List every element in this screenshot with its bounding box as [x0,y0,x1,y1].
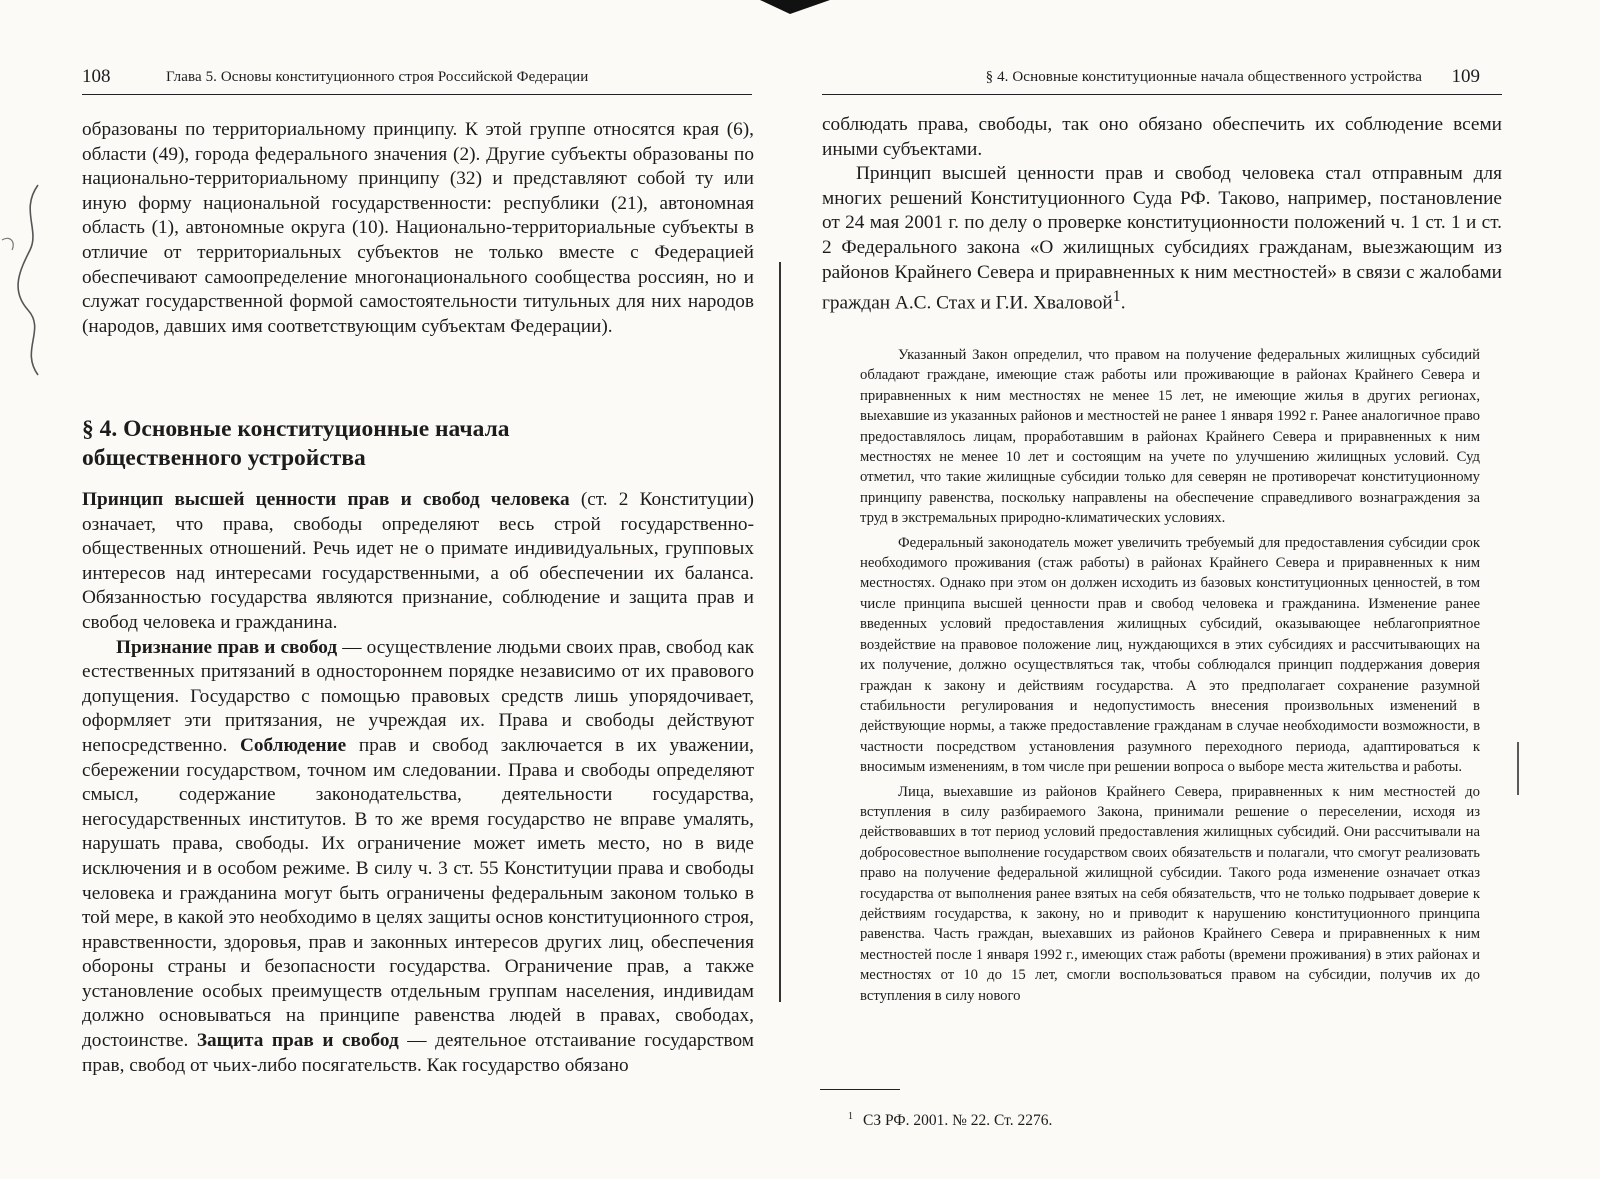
section-heading-line: § 4. Основные конституционные начала [82,416,510,442]
quoted-commentary [860,345,1480,1010]
paragraph-text: — деятельное отстаивание государством прав, свобод от чьих-либо посягательств. Как государство обязано [82,1030,755,1076]
page-number: 109 [1451,66,1480,87]
running-title: § 4. Основные конституционные начала общественного устройства [985,69,1422,85]
footnote-rule [820,1089,900,1090]
paragraph-text: Принцип высшей ценности прав и свобод человека стал отправным для многих решений Конституционного Суда РФ. Таково, например, постановление от 24 мая 2001 г. по делу о проверке конституционности положений ч. 1 ст. 1 и ст. 2 Федерального закона «О жилищных субсидиях гражданам, выезжающим из районов Крайнего Севера и приравненных к ним местностей» в связи с жалобами граждан А.С. Стах и Г.И. Хваловой [822,163,1502,314]
paragraph [82,636,754,1079]
body-text-bottom [82,488,754,1078]
small-paragraph: Лица, выехавшие из районов Крайнего Севера, приравненных к ним местностей до вступления в силу разбираемого Закона, принимали решение о переселении, исходя из действовавших в тот период условий предоставления жилищных субсидий. Они рассчитывали на добросовестное выполнение государством своих обязательств и полагали, что смогут реализовать право на получение федеральной жилищной субсидии. Такого рода изменение означает отказ государства от выполнения ранее взятых на себя обязательств, что не только подрывает доверие к действиям государства, к закону, но и приводит к нарушению конституционного принципа равенства. Часть граждан, выехавших из районов Крайнего Севера и приравненных к ним местностей после 1 января 1992 г., имеющих стаж работы (времени проживания) в этих районах и местностях от 10 до 15 лет, смогли воспользоваться правом на субсидии, получив их до вступления в силу нового [860,783,1480,1004]
bold-term: Соблюдение [239,734,347,756]
running-head-left [82,66,752,95]
section-heading-line: общественного устройства [82,445,366,471]
paragraph-text: прав и свобод заключается в их уважении, сбережении государством, точном им следовании. Права и свободы определяют смысл, содержание законодательства, деятельности государства, негосударственных институтов. В то же время государство не вправе умалять, нарушать права, свободы. Их ограничение может иметь место, но в виде исключения и в особом режиме. В силу ч. 3 ст. 55 Конституции права и свободы человека и гражданина могут быть ограничены федеральным законом только в той мере, в какой это необходимо в целях защиты основ конституционного строя, нравственности, здоровья, прав и законных интересов других лиц, обеспечения обороны страны и безопасности государства. Ограничение прав, а также установление особых преимуществ отдельным группам населения, индивидам должно основываться на принципе равенства людей в правах, свободах, достоинстве. [82,734,754,1052]
paragraph [822,162,1502,316]
paragraph [82,488,754,636]
right-page [800,0,1600,1179]
running-title: Глава 5. Основы конституционного строя Российской Федерации [166,69,589,85]
running-head-right [822,66,1502,95]
paragraph-text: (ст. 2 Конституции) означает, что права, свободы определяют весь строй государственно-общественных отношений. Речь идет не о примате индивидуальных, групповых интересов над интересами государственными, а об обеспечении их баланса. Обязанностью государства являются признание, соблюдение и защита прав и свобод человека и гражданина. [82,489,754,633]
bold-term: Принцип высшей ценности прав и свобод человека [82,489,570,510]
section-heading [82,415,682,473]
footnote-ref: 1 [1112,288,1121,306]
body-text [822,113,1502,316]
footnote-marker: 1 [848,1111,853,1122]
bold-term: Защита прав и свобод [196,1030,399,1052]
small-paragraph: Указанный Закон определил, что правом на получение федеральных жилищных субсидий обладают граждане, имеющие стаж работы или проживающие в районах Крайнего Севера и приравненных к ним местностях не менее 15 лет, не имеющие жилья в других регионах, выехавшие из указанных районов и местностей не ранее 1 января 1992 г. Ранее аналогичное право предоставлялось лицам, проработавшим в районах Крайнего Севера и приравненных к ним местностях не менее 10 лет и состоящим на учете по улучшению жилищных условий. Суд отметил, что такие жилищные субсидии только для северян не противоречат конституционному принципу равенства, поскольку направлены на обеспечение справедливого вознаграждения за труд в экстремальных природно-климатических условиях. [860,347,1480,527]
page-number: 108 [82,66,111,87]
body-text-top [82,118,754,339]
paragraph-end: . [1120,292,1126,314]
bold-term: Признание прав и свобод [116,636,338,658]
paragraph-text: — осуществление людьми своих прав, свобод как естественных притязаний в одностороннем порядке независимо от их правового допущения. Государство с помощью правовых средств лишь упорядочивает, оформляет эти притязания, не учреждая их. Права и свободы действуют непосредственно. [82,636,755,756]
footnote-text: СЗ РФ. 2001. № 22. Ст. 2276. [863,1112,1053,1130]
margin-line-mark [1514,740,1524,800]
footnote [848,1111,1052,1130]
paragraph: соблюдать права, свободы, так оно обязано обеспечить их соблюдение всеми иными субъектами. [822,114,1502,160]
paragraph: образованы по территориальному принципу. К этой группе относятся края (6), области (49), города федерального значения (2). Другие субъекты образованы по национально-территориальному принципу (32) и представляют собой ту или иную форму национальной государственности: республики (21), автономная область (1), автономные округа (10). Национально-территориальные субъекты в отличие от территориальных субъектов не только вместе с Федерацией обеспечивают самоопределение многонационального сообщества россиян, но и служат государственной формой самостоятельности титульных для них народов (народов, давших имя соответствующим субъектам Федерации). [82,119,754,337]
pencil-bracket-mark [0,180,50,380]
gutter-mark [779,262,781,1002]
small-paragraph: Федеральный законодатель может увеличить требуемый для предоставления субсидии срок необходимого проживания (стаж работы) в районах Крайнего Севера и приравненных к ним местностях. Однако при этом он должен исходить из базовых конституционных ценностей, в том числе принципа высшей ценности прав и свобод человека и гражданина. Изменение ранее введенных условий предоставления жилищных субсидий, оказывающее неблагоприятное воздействие на правовое положение лиц, нуждающихся в этих субсидиях и рассчитывающих на их получение, должно осуществляться так, чтобы соблюдался принцип поддержания доверия граждан к закону и действиям государства. А это предполагает сохранение разумной стабильности регулирования и недопустимость внесения произвольных изменений в действующие нормы, а также предоставление гражданам в случае необходимости возможности, в частности посредством установления разумного переходного периода, адаптироваться к вносимым изменениям, в том числе при решении вопроса о выборе места жительства и работы. [860,534,1480,776]
